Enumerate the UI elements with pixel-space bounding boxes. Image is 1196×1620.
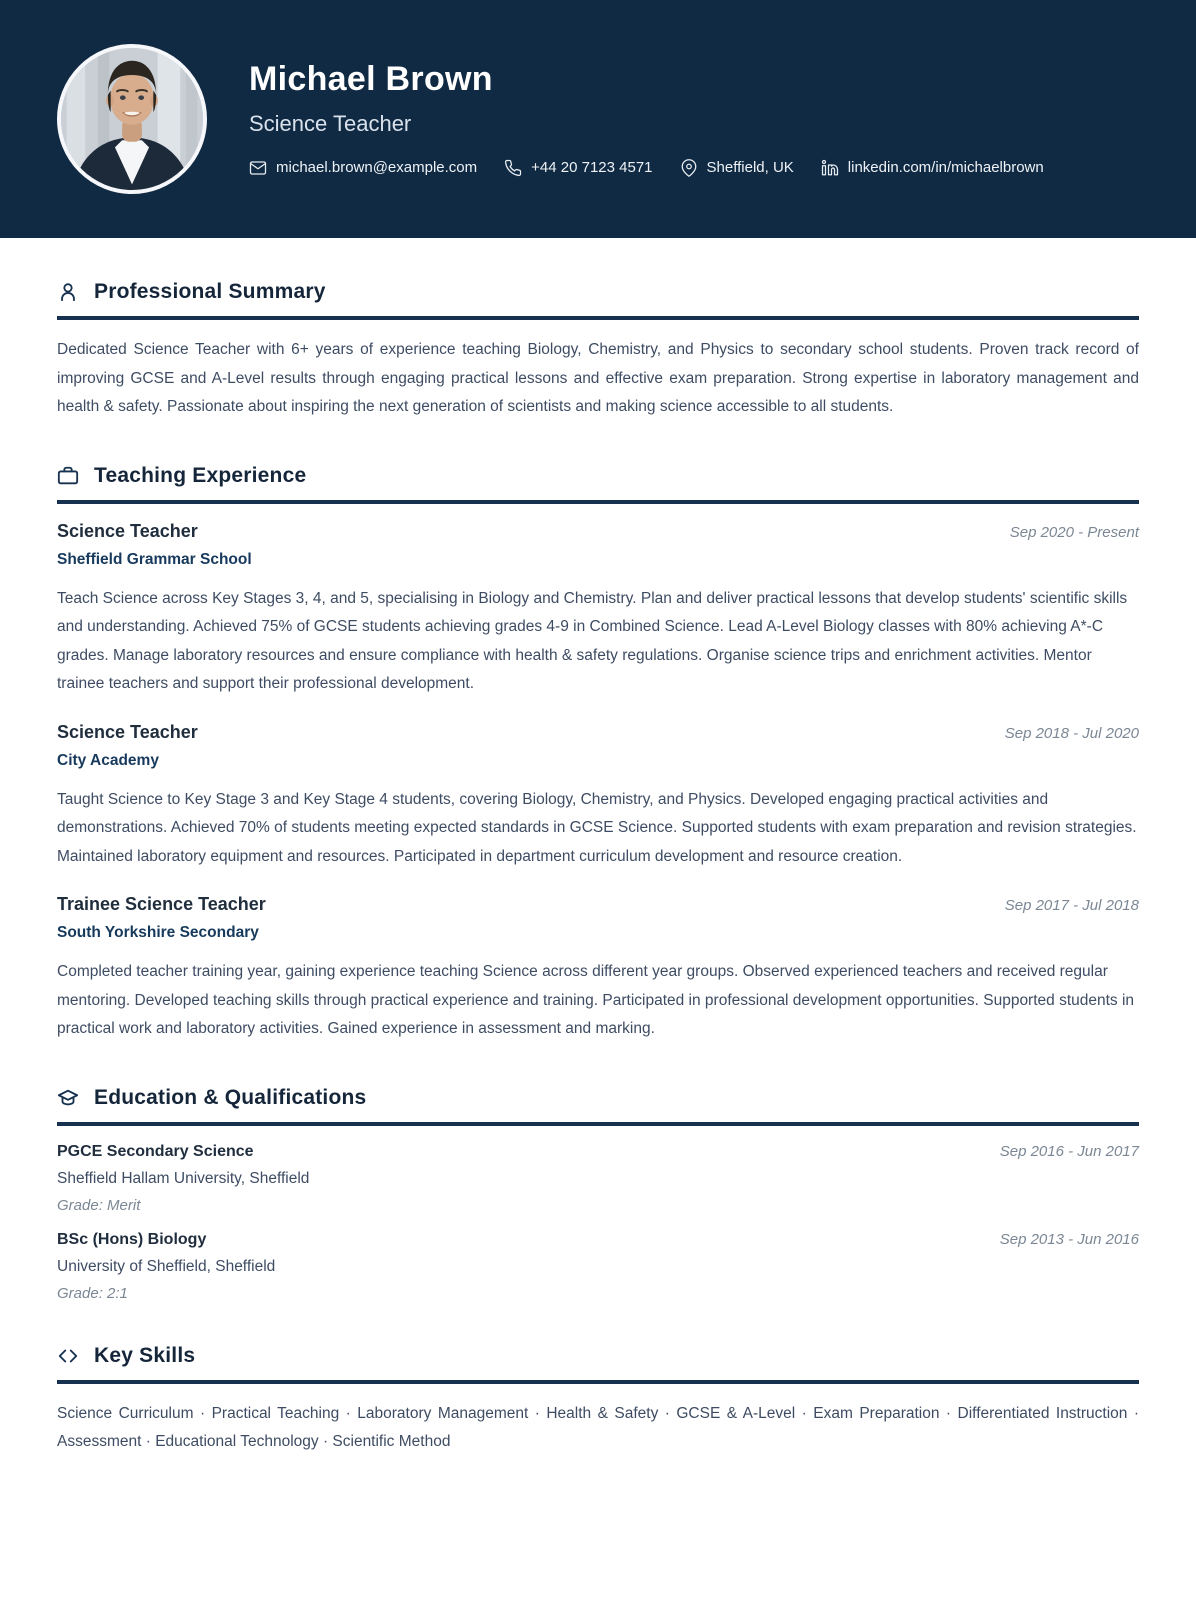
contact-phone[interactable] (504, 159, 652, 177)
degree-title: PGCE Secondary Science (57, 1142, 254, 1160)
section-divider (57, 500, 1139, 504)
summary-text: Dedicated Science Teacher with 6+ years of experience teaching Biology, Chemistry, and Physics to secondary school students. Proven track record of improving GCSE and A-Level results through engaging practical lessons and effective exam preparation. Strong expertise in laboratory management and health & safety. Passionate about inspiring the next generation of scientists and making science accessible to all students. (57, 341, 1139, 415)
section-divider (57, 1380, 1139, 1384)
job-dates: Sep 2018 - Jul 2020 (1004, 724, 1139, 742)
job-company: South Yorkshire Secondary (57, 924, 259, 941)
code-icon (57, 1345, 79, 1367)
job-company: City Academy (57, 751, 159, 769)
institution: University of Sheffield, Sheffield (57, 1257, 276, 1275)
map-pin-icon (680, 159, 698, 177)
section-title: Teaching Experience (94, 463, 307, 487)
education-entry (57, 1143, 1139, 1214)
section-professional-summary (57, 280, 1139, 422)
experience-entry (57, 722, 1139, 872)
experience-entry-head (57, 521, 1139, 542)
job-title: Trainee Science Teacher (57, 894, 266, 914)
grade: Grade: 2:1 (57, 1284, 128, 1302)
job-description: Taught Science to Key Stage 3 and Key Stage 4 students, covering Biology, Chemistry, and Physics. Developed engaging practical activities and demonstrations. Achieved 70% of students meeting expected standards in GCSE Science. Supported students with exam preparation and revision strategies. Maintained laboratory equipment and resources. Participated in department curriculum development and resource creation. (57, 790, 1137, 865)
education-entry-head (57, 1143, 1139, 1161)
linkedin-icon (821, 159, 839, 177)
contact-phone-text: +44 20 7123 4571 (531, 159, 653, 177)
job-company: Sheffield Grammar School (57, 550, 252, 568)
section-divider (57, 316, 1139, 320)
job-description: Completed teacher training year, gaining experience teaching Science across different year groups. Observed experienced teachers and received regular mentoring. Developed teaching skills through practical experience and training. Participated in professional development opportunities. Supported students in practical work and laboratory activities. Gained experience in assessment and marking. (57, 963, 1135, 1037)
section-heading-row (57, 1344, 1139, 1368)
header (0, 0, 1196, 238)
section-divider (57, 1122, 1139, 1126)
section-title: Education & Qualifications (94, 1085, 367, 1109)
contact-location-text: Sheffield, UK (706, 159, 794, 177)
contact-linkedin-text: linkedin.com/in/michaelbrown (847, 159, 1044, 177)
degree-dates: Sep 2016 - Jun 2017 (999, 1142, 1139, 1160)
section-teaching-experience (57, 464, 1139, 1044)
section-education (57, 1086, 1139, 1302)
education-entry-head (57, 1231, 1139, 1249)
section-heading-row (57, 280, 1139, 304)
experience-entry-head (57, 894, 1139, 915)
section-heading-row (57, 1086, 1139, 1110)
job-title: Science Teacher (57, 721, 198, 742)
experience-entry (57, 894, 1139, 1044)
degree-dates: Sep 2013 - Jun 2016 (999, 1230, 1139, 1248)
contact-email-text: michael.brown@example.com (276, 159, 478, 177)
graduation-cap-icon (57, 1087, 79, 1109)
user-icon (57, 281, 79, 303)
mail-icon (249, 159, 267, 177)
resume-body (0, 280, 1196, 1457)
job-description: Teach Science across Key Stages 3, 4, and 5, specialising in Biology and Chemistry. Plan and deliver practical lessons that develop students' scientific skills and understanding. Achieved 75% of GCSE students achieving grades 4-9 in Combined Science. Lead A-Level Biology classes with 80% achieving A*-C grades. Manage laboratory resources and ensure compliance with health & safety regulations. Organise science trips and enrichment activities. Mentor trainee teachers and support their professional development. (57, 589, 1128, 692)
education-entry (57, 1231, 1139, 1302)
skills-text: Science Curriculum · Practical Teaching · Laboratory Management · Health & Safety · GCSE & A-Level · Exam Preparation · Differentiated Instruction · Assessment · Educational Technology · Scientific Method (57, 1404, 1139, 1450)
job-title: Science Teacher (57, 520, 198, 541)
contact-email[interactable] (249, 159, 477, 177)
experience-entry-head (57, 722, 1139, 743)
section-key-skills (57, 1344, 1139, 1457)
section-title: Key Skills (94, 1343, 196, 1367)
degree-title: BSc (Hons) Biology (57, 1230, 207, 1248)
section-heading-row (57, 464, 1139, 488)
person-job-title: Science Teacher (249, 110, 412, 136)
header-text-block (249, 61, 1044, 176)
grade: Grade: Merit (57, 1196, 141, 1214)
section-title: Professional Summary (94, 280, 326, 303)
contact-location[interactable] (680, 159, 794, 177)
experience-entry (57, 521, 1139, 699)
contact-row (249, 159, 1044, 177)
job-dates: Sep 2020 - Present (1009, 523, 1139, 541)
institution: Sheffield Hallam University, Sheffield (57, 1169, 310, 1187)
briefcase-icon (57, 465, 79, 487)
contact-linkedin[interactable] (821, 159, 1044, 177)
job-dates: Sep 2017 - Jul 2018 (1004, 897, 1139, 914)
phone-icon (504, 159, 522, 177)
person-name: Michael Brown (249, 60, 493, 99)
avatar (57, 44, 207, 194)
avatar-photo-illustration (61, 48, 203, 190)
